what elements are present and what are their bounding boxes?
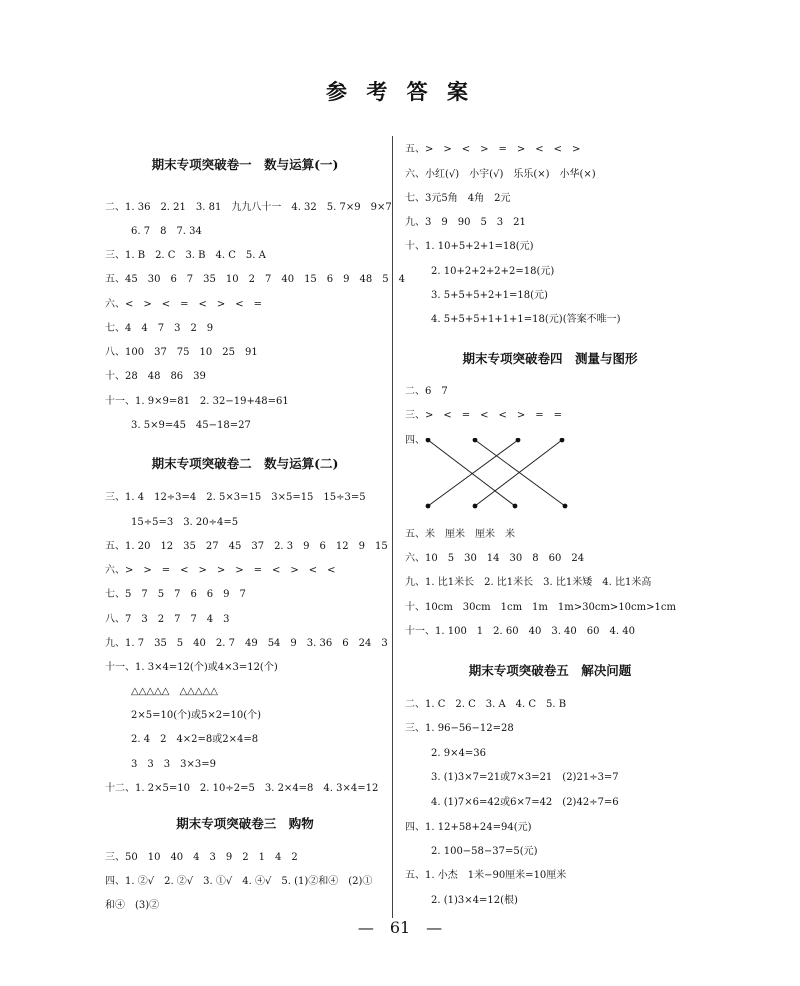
answer-line: 三、50 10 40 4 3 9 2 1 4 2 — [105, 852, 298, 863]
answer-line: 3. (1)3×7=21或7×3=21 (2)21÷3=7 — [431, 772, 619, 783]
answer-line: 八、100 37 75 10 25 91 — [105, 347, 258, 358]
answer-line: 2. 9×4=36 — [431, 748, 486, 759]
answer-line: 十二、1. 2×5=10 2. 10÷2=5 3. 2×4=8 4. 3×4=12 — [105, 783, 379, 794]
section-heading: 期末专项突破卷四 测量与图形 — [462, 351, 638, 366]
answer-line: 二、6 7 — [405, 386, 448, 397]
matching-lines-diagram — [405, 438, 585, 518]
answer-line: 6. 7 8 7. 34 — [131, 226, 202, 237]
section-heading: 期末专项突破卷一 数与运算(一) — [151, 157, 339, 172]
answer-line: 4. (1)7×6=42或6×7=42 (2)42÷7=6 — [431, 797, 619, 808]
answer-line: 三、1. 4 12÷3=4 2. 5×3=15 3×5=15 15÷3=5 — [105, 492, 366, 503]
match-dot — [563, 504, 568, 509]
answer-line: 和④ (3)② — [105, 900, 160, 911]
answer-line: 15÷5=3 3. 20÷4=5 — [131, 517, 239, 528]
page-number: — 61 — — [357, 918, 443, 937]
answer-line: 五、45 30 6 7 35 10 2 7 40 15 6 9 48 5 4 — [105, 274, 405, 285]
answer-line: 七、4 4 7 3 2 9 — [105, 323, 214, 334]
answer-line: 六、小红(√) 小宇(√) 乐乐(×) 小华(×) — [405, 169, 596, 180]
answer-line: 2. (1)3×4=12(根) — [431, 895, 518, 906]
answer-line: 六、10 5 30 14 30 8 60 24 — [405, 553, 585, 564]
answer-line: 七、5 7 5 7 6 6 9 7 — [105, 589, 246, 600]
match-dot — [426, 504, 431, 509]
answer-line: 3. 5×9=45 45−18=27 — [131, 420, 251, 431]
section-heading: 期末专项突破卷五 解决问题 — [468, 663, 632, 678]
answer-line: 十一、1. 100 1 2. 60 40 3. 40 60 4. 40 — [405, 626, 635, 637]
answer-line: 十一、1. 9×9=81 2. 32−19+48=61 — [105, 396, 289, 407]
answer-line: 三、1. B 2. C 3. B 4. C 5. A — [105, 250, 266, 261]
answer-line: 十、28 48 86 39 — [105, 371, 206, 382]
answer-line: 七、3元5角 4角 2元 — [405, 193, 511, 204]
section-heading: 期末专项突破卷二 数与运算(二) — [151, 456, 339, 471]
answer-line: 三、> < = < < > = = — [405, 410, 563, 421]
match-dot — [513, 504, 518, 509]
match-dot — [473, 504, 478, 509]
answer-line: 九、1. 比1米长 2. 比1米长 3. 比1米矮 4. 比1米高 — [405, 577, 652, 588]
answer-line: 2. 100−58−37=5(元) — [431, 846, 538, 857]
answer-line: 二、1. C 2. C 3. A 4. C 5. B — [405, 699, 567, 710]
answer-line: 六、< > < = < > < = — [105, 299, 263, 310]
answer-line: 3. 5+5+5+2+1=18(元) — [431, 290, 548, 301]
column-divider — [392, 136, 393, 918]
answer-line: 十、1. 10+5+2+1=18(元) — [405, 241, 534, 252]
answer-line: 2. 4 2 4×2=8或2×4=8 — [131, 734, 259, 745]
answer-line: 五、1. 小杰 1米−90厘米=10厘米 — [405, 870, 567, 881]
answer-line: 五、1. 20 12 35 27 45 37 2. 3 9 6 12 9 15 — [105, 541, 388, 552]
answer-line: 十一、1. 3×4=12(个)或4×3=12(个) — [105, 662, 278, 673]
section-heading: 期末专项突破卷三 购物 — [176, 816, 314, 831]
answer-line: 六、> > = < > > > = < > < < — [105, 565, 336, 576]
answer-line: 三、1. 96−56−12=28 — [405, 723, 514, 734]
answer-line: 四、1. ②√ 2. ②√ 3. ①√ 4. ④√ 5. (1)②和④ (2)① — [105, 876, 373, 887]
answer-line: 五、> > < > = > < < > — [405, 144, 581, 155]
answer-line: 二、1. 36 2. 21 3. 81 九九八十一 4. 32 5. 7×9 9×7 — [105, 202, 392, 213]
answer-line: 四、 — [405, 435, 425, 446]
answer-line: 四、1. 12+58+24=94(元) — [405, 822, 532, 833]
answer-line: 2×5=10(个)或5×2=10(个) — [131, 710, 262, 721]
answer-line: 十、10cm 30cm 1cm 1m 1m>30cm>10cm>1cm — [405, 602, 676, 613]
answer-line: 八、7 3 2 7 7 4 3 — [105, 614, 230, 625]
answer-line: 九、1. 7 35 5 40 2. 7 49 54 9 3. 36 6 24 3 — [105, 638, 388, 649]
page-title: 参 考 答 案 — [326, 79, 474, 104]
answer-line: 4. 5+5+5+1+1+1=18(元)(答案不唯一) — [431, 314, 621, 325]
answer-line: 五、米 厘米 厘米 米 — [405, 529, 515, 540]
answer-line: 2. 10+2+2+2+2=18(元) — [431, 266, 555, 277]
answer-line: 九、3 9 90 5 3 21 — [405, 217, 526, 228]
answer-line: △△△△△ △△△△△ — [131, 686, 218, 697]
answer-line: 3 3 3 3×3=9 — [131, 759, 216, 770]
